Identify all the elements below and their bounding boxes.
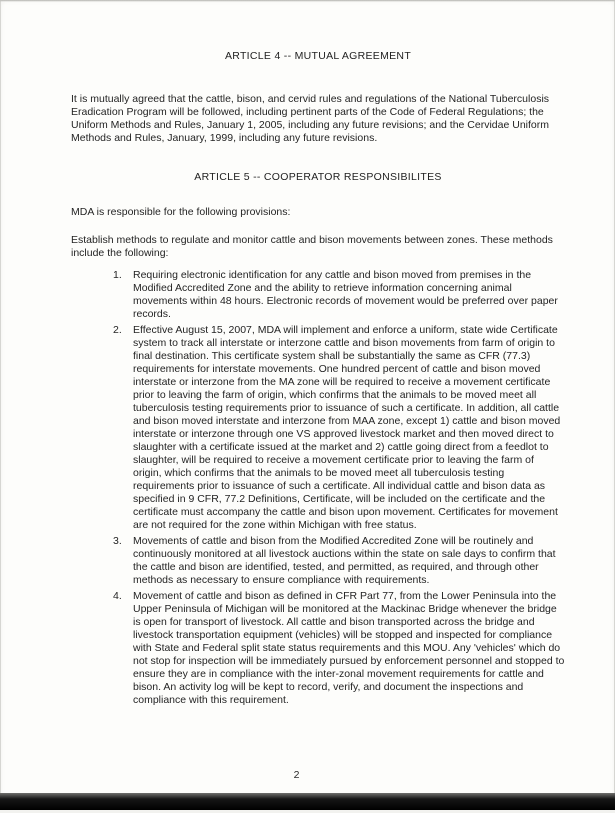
provision-item-3 [113, 535, 565, 587]
provision-number: 4. [113, 590, 122, 602]
article-4-title: ARTICLE 4 -- MUTUAL AGREEMENT [224, 50, 412, 62]
provision-item-4 [113, 590, 565, 707]
provision-list [113, 269, 565, 707]
provision-text: Movement of cattle and bison as defined in CFR Part 77, from the Lower Peninsula into the Upper Peninsula of Michigan will be monitored at the Mackinac Bridge whenever the bridge is open for transport of livestock. All cattle and bison transported across the bridge and livestock transportation equipment (vehicles) will be stopped and inspected for compliance with State and Federal split state status requirements and this MOU. Any 'vehicles' which do not stop for inspection will be immediately pursued by enforcement personnel and stopped to ensure they are in compliance with the inter-zonal movement requirements for cattle and bison. An activity log will be kept to record, verify, and document the inspections and compliance with this requirement. [133, 590, 565, 706]
provision-number: 3. [113, 535, 122, 547]
provision-text: Requiring electronic identification for any cattle and bison moved from premises in the Modified Accredited Zone and the ability to retrieve information concerning animal movements within 48 hours. Electronic records of movement would be preferred over paper records. [133, 269, 558, 320]
page-number: 2 [293, 769, 300, 781]
article-4-paragraph: It is mutually agreed that the cattle, bison, and cervid rules and regulations of the National Tuberculosis Eradication Program will be followed, including pertinent parts of the Code of Federal Regulations; the Uniform Methods and Rules, January 1, 2005, including any future revisions; and the Cervidae Uniform Methods and Rules, January, 1999, including any future revisions. [71, 93, 550, 144]
provision-text: Effective August 15, 2007, MDA will implement and enforce a uniform, state wide Certificate system to track all interstate or interzone cattle and bison movements from farm of origin to final destination. This certificate system shall be substantially the same as CFR (77.3) requirements for interstate movements. One hundred percent of cattle and bison moved interstate or interzone from the MA zone will be required to receive a movement certificate prior to leaving the farm of origin, which confirms that the animals to be moved meet all tuberculosis testing requirements prior to issuance of such a certificate. In addition, all cattle and bison moved interstate and interzone from MAA zone, except 1) cattle and bison moved interstate or interzone through one VS approved livestock market and then moved direct to slaughter with a certificate issued at the market and 2) cattle going direct from a feedlot to slaughter, will be required to receive a movement certificate prior to leaving the farm of origin, which confirms that the animals to be moved meet all tuberculosis testing requirements prior to issuance of such a certificate. All individual cattle and bison data as specified in 9 CFR, 77.2 Definitions, Certificate, will be included on the certificate and the certificate must accompany the cattle and bison upon movement. Certificates for movement are not required for the zone within Michigan with free status. [133, 324, 561, 531]
document-content [71, 50, 565, 710]
provision-number: 1. [113, 269, 122, 281]
scan-artifact-bottom-bar [0, 793, 615, 810]
article-5-lead-in: MDA is responsible for the following provisions: [71, 206, 291, 218]
provision-item-1 [113, 269, 565, 321]
provision-text: Movements of cattle and bison from the Modified Accredited Zone will be routinely and continuously monitored at all livestock auctions within the state on sale days to confirm that the cattle and bison are identified, tested, and permitted, as required, and through other methods as necessary to ensure compliance with requirements. [133, 535, 556, 586]
article-5-title: ARTICLE 5 -- COOPERATOR RESPONSIBILITES [194, 171, 442, 183]
provision-item-2 [113, 324, 565, 532]
scan-edge-artifact [0, 0, 615, 2]
article-5-section-intro: Establish methods to regulate and monitor cattle and bison movements between zones. These methods include the following: [71, 234, 553, 259]
provision-number: 2. [113, 324, 122, 336]
